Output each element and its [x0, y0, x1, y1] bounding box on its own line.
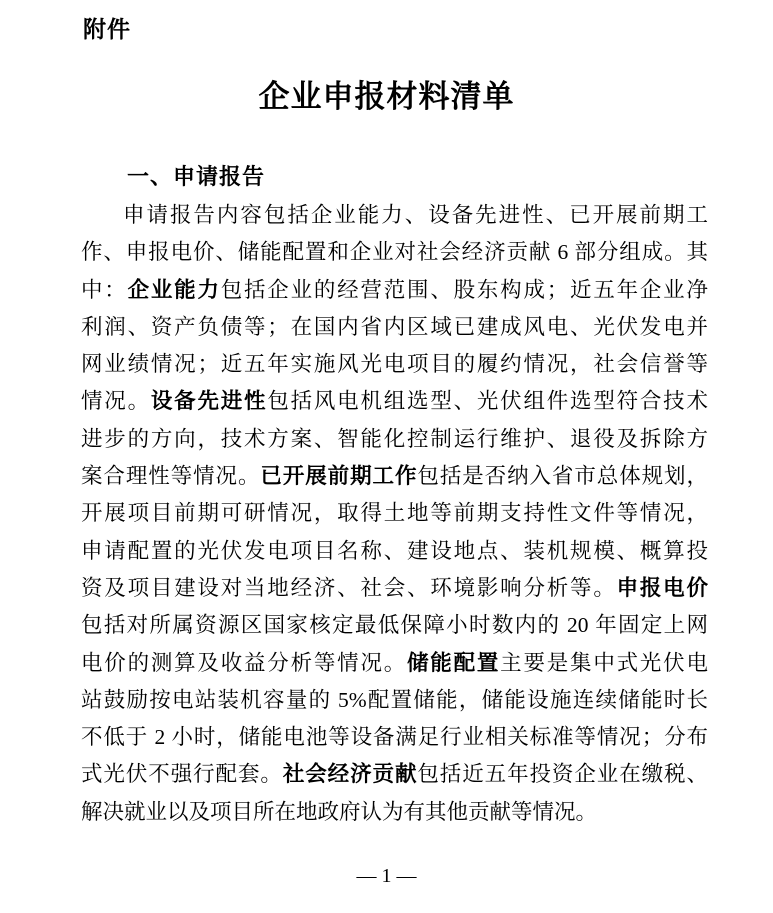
text-segment: 站鼓励按电站装机容量的 5%配置储能，储能设施连续储能时长 — [81, 687, 708, 712]
bold-term: 企业能力 — [127, 277, 221, 302]
text-segment: 进步的方向，技术方案、智能化控制运行维护、退役及拆除方 — [81, 426, 708, 451]
paragraph-line — [81, 794, 708, 831]
paragraph-line — [81, 570, 708, 607]
text-segment: 解决就业以及项目所在地政府认为有其他贡献等情况。 — [81, 799, 598, 824]
attachment-label: 附件 — [83, 16, 131, 42]
page-number: — 1 — — [356, 865, 417, 887]
page-title: 企业申报材料清单 — [258, 79, 515, 114]
paragraph-line — [81, 533, 708, 570]
text-segment: 包括对所属资源区国家核定最低保障小时数内的 20 年固定上网 — [81, 613, 708, 638]
paragraph-line — [81, 421, 708, 458]
paragraph-line — [81, 272, 708, 309]
text-segment: 情况。 — [81, 389, 151, 414]
text-segment: 不低于 2 小时，储能电池等设备满足行业相关标准等情况；分布 — [81, 725, 708, 750]
text-segment: 包括是否纳入省市总体规划， — [417, 464, 708, 489]
text-segment: 中： — [81, 277, 128, 302]
paragraph-line — [81, 682, 708, 719]
bold-term: 申报电价 — [616, 575, 708, 600]
text-segment: 式光伏不强行配套。 — [81, 762, 283, 787]
text-segment: 开展项目前期可研情况，取得土地等前期支持性文件等情况， — [81, 501, 708, 526]
text-segment: 包括企业的经营范围、股东构成；近五年企业净 — [220, 277, 708, 302]
text-segment: 电价的测算及收益分析等情况。 — [81, 650, 408, 675]
paragraph-line — [81, 756, 708, 793]
paragraph-line — [81, 645, 708, 682]
paragraph-line — [81, 309, 708, 346]
text-segment: 网业绩情况；近五年实施风光电项目的履约情况，社会信誉等 — [81, 352, 708, 377]
paragraph-line — [81, 495, 708, 532]
bold-term: 社会经济贡献 — [282, 762, 418, 787]
text-segment: 主要是集中式光伏电 — [500, 650, 708, 675]
paragraph-line — [81, 607, 708, 644]
text-segment: 包括近五年投资企业在缴税、 — [417, 762, 708, 787]
paragraph-line — [81, 197, 708, 234]
text-segment: 作、申报电价、储能配置和企业对社会经济贡献 6 部分组成。其 — [81, 240, 708, 265]
text-segment: 案合理性等情况。 — [81, 464, 261, 489]
paragraph-line — [81, 383, 708, 420]
bold-term: 已开展前期工作 — [260, 464, 418, 489]
text-segment: 申请报告内容包括企业能力、设备先进性、已开展前期工 — [123, 203, 708, 227]
text-segment: 资及项目建设对当地经济、社会、环境影响分析等。 — [81, 575, 617, 600]
text-segment: 利润、资产负债等；在国内省内区域已建成风电、光伏发电并 — [81, 314, 708, 339]
application-report-paragraph — [81, 197, 708, 831]
paragraph-line — [81, 719, 708, 756]
paragraph-line — [81, 458, 708, 495]
bold-term: 储能配置 — [407, 650, 501, 675]
paragraph-line — [81, 234, 708, 271]
text-segment: 包括风电机组选型、光伏组件选型符合技术 — [267, 389, 708, 414]
bold-term: 设备先进性 — [150, 389, 268, 414]
text-segment: 申请配置的光伏发电项目名称、建设地点、装机规模、概算投 — [81, 538, 708, 563]
paragraph-line — [81, 346, 708, 383]
section-heading: 一、申请报告 — [127, 164, 266, 189]
